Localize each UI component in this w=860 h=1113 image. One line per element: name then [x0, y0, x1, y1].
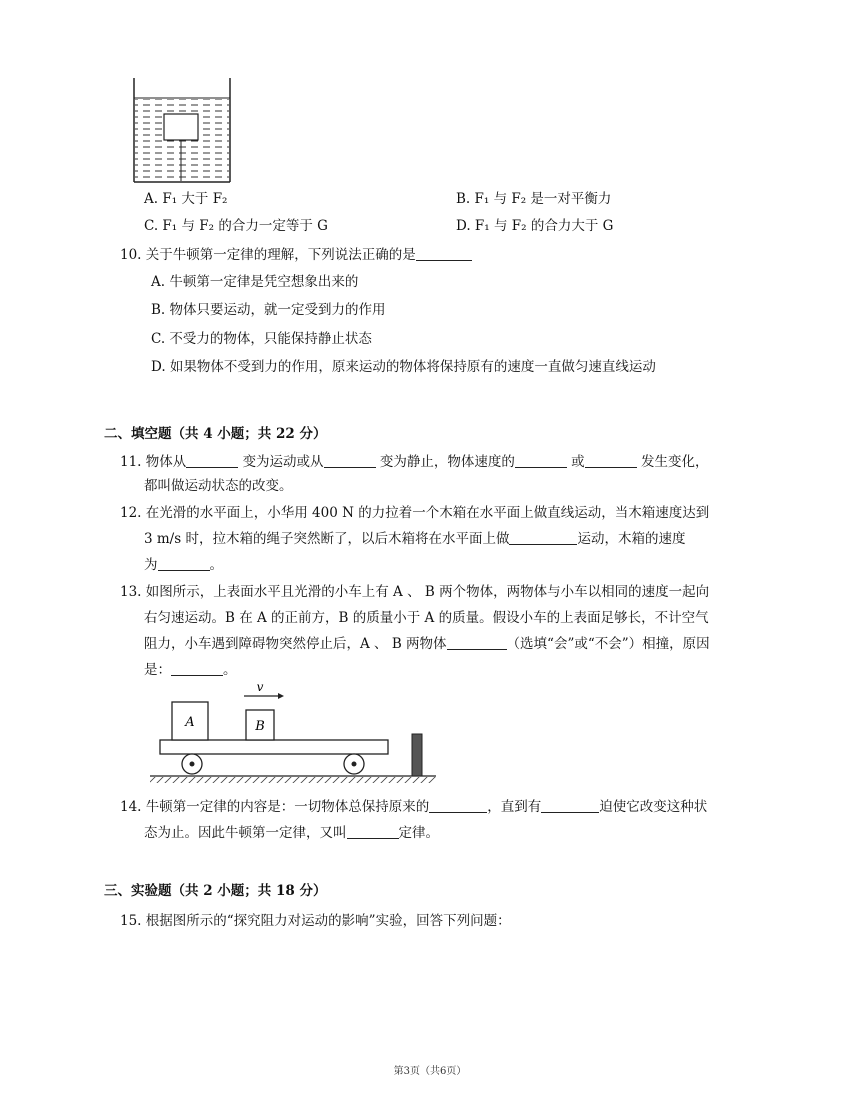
- q13-text: 。: [223, 662, 237, 678]
- q14-text: 迫使它改变这种状: [599, 799, 708, 815]
- answer-blank[interactable]: [324, 453, 376, 468]
- q9-option-a: A. F₁ 大于 F₂: [144, 191, 228, 207]
- q12-text: 为: [144, 557, 158, 573]
- block-a-label: A: [185, 715, 195, 730]
- q13-text: 是：: [144, 662, 171, 678]
- q12-text: 。: [209, 557, 223, 573]
- answer-blank[interactable]: [186, 453, 238, 468]
- q11-text: 11. 物体从: [120, 454, 187, 470]
- q10-option-a: A. 牛顿第一定律是凭空想象出来的: [151, 274, 359, 290]
- q13-line1: 13. 如图所示，上表面水平且光滑的小车上有 A 、 B 两个物体，两物体与小车以相同的速度一起向: [120, 584, 710, 600]
- answer-blank[interactable]: [158, 556, 210, 571]
- q10-stem: [120, 245, 472, 265]
- q14-text: ，直到有: [487, 799, 542, 815]
- section-fill-in-title: 二、填空题（共 4 小题；共 22 分）: [104, 426, 327, 442]
- block-b-label: B: [255, 719, 265, 734]
- q9-option-b: B. F₁ 与 F₂ 是一对平衡力: [456, 191, 612, 207]
- q9-option-d: D. F₁ 与 F₂ 的合力大于 G: [456, 218, 614, 234]
- q12-text: 3 m/s 时，拉木箱的绳子突然断了，以后木箱将在水平面上做: [144, 531, 510, 547]
- answer-blank[interactable]: [515, 453, 567, 468]
- velocity-label: v: [256, 680, 264, 694]
- q11-text: 发生变化，: [640, 454, 709, 470]
- q14-line1: [120, 797, 707, 817]
- q11-line2: 都叫做运动状态的改变。: [144, 478, 293, 494]
- obstacle: [412, 734, 422, 776]
- answer-blank[interactable]: [541, 798, 599, 813]
- q12-line1: 12. 在光滑的水平面上，小华用 400 N 的力拉着一个木箱在水平面上做直线运动，当木箱速度达到: [120, 505, 710, 521]
- q9-option-c: C. F₁ 与 F₂ 的合力一定等于 G: [144, 218, 328, 234]
- q11-line1: [120, 452, 708, 472]
- answer-blank[interactable]: [347, 824, 399, 839]
- liquid-container-figure: [130, 78, 234, 188]
- cart-figure: [148, 680, 438, 786]
- q15-stem: 15. 根据图所示的“探究阻力对运动的影响”实验，回答下列问题：: [120, 913, 511, 929]
- q13-text: 阻力，小车遇到障碍物突然停止后，A 、 B 两物体: [144, 636, 447, 652]
- q13-line2: 右匀速运动。B 在 A 的正前方，B 的质量小于 A 的质量。假设小车的上表面足够长，不计空气: [144, 610, 709, 626]
- q14-text: 14. 牛顿第一定律的内容是：一切物体总保持原来的: [120, 799, 430, 815]
- q14-text: 态为止。因此牛顿第一定律，又叫: [144, 825, 347, 841]
- q14-text: 定律。: [398, 825, 439, 841]
- q11-text: 或: [571, 454, 585, 470]
- q13-line4: [144, 660, 237, 680]
- q12-text: 运动，木箱的速度: [577, 531, 686, 547]
- q14-line2: [144, 823, 439, 843]
- q10-option-d: D. 如果物体不受到力的作用，原来运动的物体将保持原有的速度一直做匀速直线运动: [151, 359, 656, 375]
- answer-blank[interactable]: [416, 246, 472, 261]
- answer-blank[interactable]: [585, 453, 637, 468]
- answer-blank[interactable]: [429, 798, 487, 813]
- answer-blank[interactable]: [171, 661, 223, 676]
- q12-line3: [144, 555, 223, 575]
- q10-option-b: B. 物体只要运动，就一定受到力的作用: [151, 302, 386, 318]
- q11-text: 变为运动或从: [242, 454, 324, 470]
- q10-option-c: C. 不受力的物体，只能保持静止状态: [151, 331, 372, 347]
- q12-line2: [144, 529, 685, 549]
- answer-blank[interactable]: [509, 530, 577, 545]
- q13-text: （选填“会”或“不会”）相撞，原因: [506, 636, 710, 652]
- q13-line3: [144, 634, 710, 654]
- q10-stem-text: 10. 关于牛顿第一定律的理解，下列说法正确的是: [120, 247, 416, 263]
- page-footer: 第3页（共6页）: [393, 1066, 467, 1077]
- answer-blank[interactable]: [447, 635, 507, 650]
- section-experiment-title: 三、实验题（共 2 小题；共 18 分）: [104, 883, 327, 899]
- q11-text: 变为静止，物体速度的: [379, 454, 515, 470]
